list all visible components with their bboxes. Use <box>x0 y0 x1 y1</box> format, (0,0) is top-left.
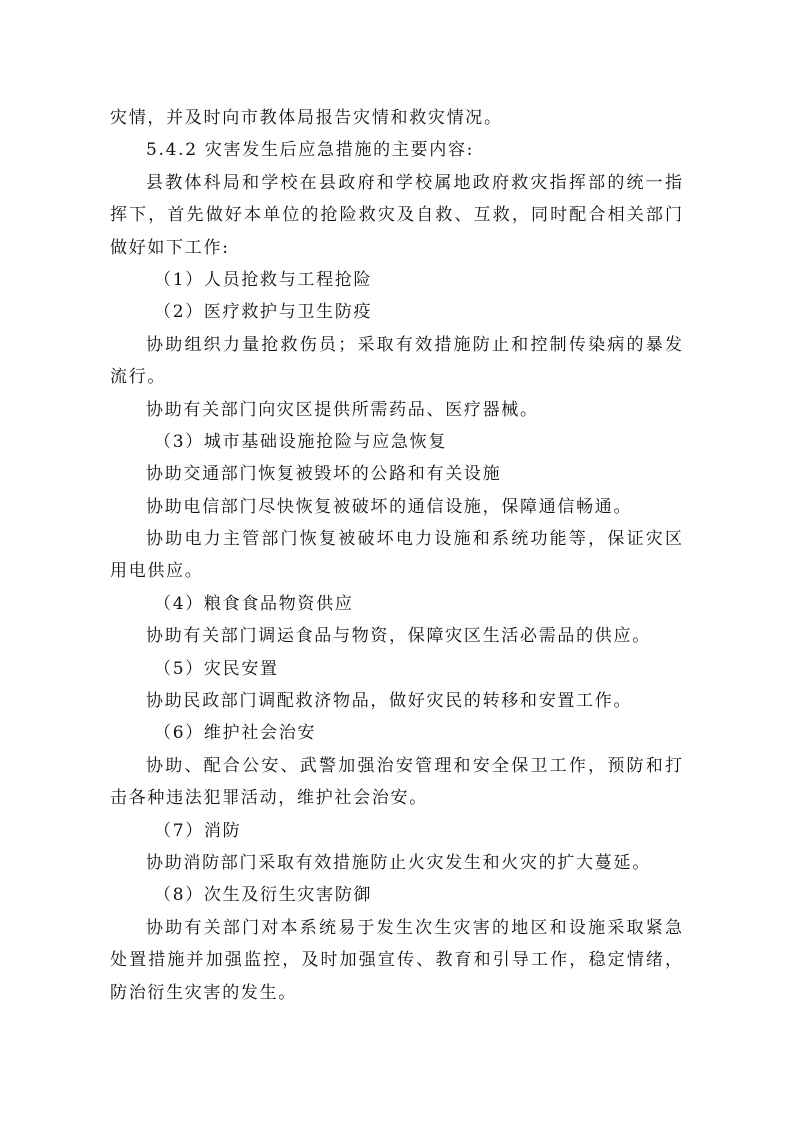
list-item-heading: （6）维护社会治安 <box>154 723 317 744</box>
paragraph-line: 流行。 <box>110 367 167 388</box>
paragraph-line: 协助有关部门向灾区提供所需药品、医疗器械。 <box>146 399 539 420</box>
paragraph-line: 协助有关部门调运食品与物资，保障灾区生活必需品的供应。 <box>146 626 651 647</box>
paragraph-line: 县教体科局和学校在县政府和学校属地政府救灾指挥部的统一指 <box>146 172 682 193</box>
list-item-heading: （4）粮食食品物资供应 <box>154 593 354 614</box>
paragraph-line: 协助组织力量抢救伤员；采取有效措施防止和控制传染病的暴发 <box>146 334 682 355</box>
paragraph-line: 协助、配合公安、武警加强治安管理和安全保卫工作，预防和打 <box>146 755 682 776</box>
list-item-heading: （1）人员抢救与工程抢险 <box>154 269 373 290</box>
text-line-continuation: 灾情，并及时向市教体局报告灾情和救灾情况。 <box>110 108 503 128</box>
list-item-heading: （2）医疗救护与卫生防疫 <box>154 302 373 323</box>
paragraph-line: 用电供应。 <box>110 561 204 582</box>
paragraph-line: 协助电信部门尽快恢复被破坏的通信设施，保障通信畅通。 <box>146 496 633 517</box>
paragraph-line: 协助民政部门调配救济物品，做好灾民的转移和安置工作。 <box>146 691 633 712</box>
paragraph-line: 协助交通部门恢复被毁坏的公路和有关设施 <box>146 464 502 485</box>
document-page <box>110 102 682 1009</box>
paragraph-line: 挥下，首先做好本单位的抢险救灾及自救、互救，同时配合相关部门 <box>110 205 682 226</box>
paragraph-line: 击各种违法犯罪活动，维护社会治安。 <box>110 788 428 809</box>
paragraph-line: 协助电力主管部门恢复被破坏电力设施和系统功能等，保证灾区 <box>146 529 682 550</box>
paragraph-line: 协助消防部门采取有效措施防止火灾发生和火灾的扩大蔓延。 <box>146 852 651 873</box>
list-item-heading: （8）次生及衍生灾害防御 <box>154 885 373 906</box>
section-heading-5-4-2: 5.4.2 灾害发生后应急措施的主要内容: <box>146 140 475 161</box>
list-item-heading: （5）灾民安置 <box>154 658 279 679</box>
list-item-heading: （7）消防 <box>154 820 242 841</box>
paragraph-line: 处置措施并加强监控，及时加强宣传、教育和引导工作，稳定情绪， <box>110 950 682 971</box>
paragraph-line: 做好如下工作: <box>110 237 230 258</box>
paragraph-line: 防治衍生灾害的发生。 <box>110 982 297 1003</box>
paragraph-line: 协助有关部门对本系统易于发生次生灾害的地区和设施采取紧急 <box>146 917 682 938</box>
list-item-heading: （3）城市基础设施抢险与应急恢复 <box>154 431 448 452</box>
